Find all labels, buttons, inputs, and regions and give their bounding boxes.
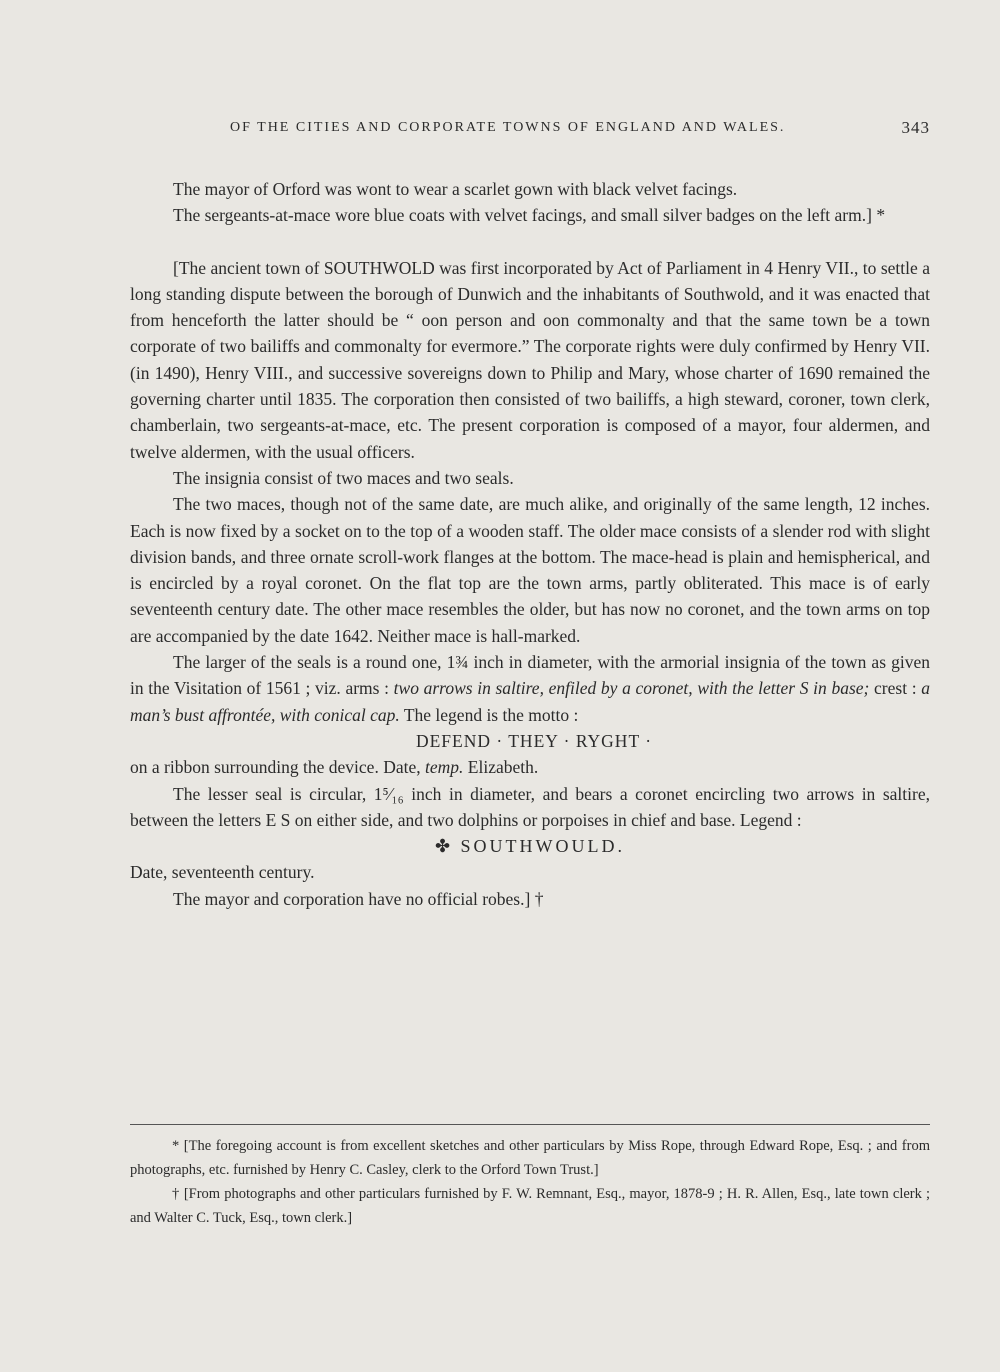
paragraph-larger-seal: The larger of the seals is a round one, 1¾ inch in diameter, with the armorial insignia of the town as given in the Visitation of 1561 ; viz. arms : two arrows in saltire, enfiled by a coronet, with the letter S in base; crest : a man’s bust affrontée, with conical cap. The legend is the motto : [130, 652, 930, 725]
crest-description: a man’s bust affrontée, with conical cap. [130, 678, 930, 725]
paragraph-date: Date, seventeenth century. [130, 862, 315, 883]
footnotes [130, 1134, 930, 1230]
seal-legend: ✤ SOUTHWOULD. [434, 836, 626, 857]
footnote-2: † [From photographs and other particulars furnished by F. W. Remnant, Esq., mayor, 1878-9 ; H. R. Allen, Esq., late town clerk ; and Walter C. Tuck, Esq., town clerk.] [130, 1186, 930, 1226]
motto: DEFEND · THEY · RYGHT · [415, 730, 653, 751]
main-text [130, 176, 930, 912]
paragraph-orford-mayor: The mayor of Orford was wont to wear a scarlet gown with black velvet facings. [173, 179, 738, 199]
footnote-1: * [The foregoing account is from excellent sketches and other particulars by Miss Rope, through Edward Rope, Esq. ; and from photographs, etc. furnished by Henry C. Casley, clerk to the Orford Town Trust.] [130, 1138, 930, 1178]
arms-description: two arrows in saltire, enfiled by a coronet, with the letter S in base; [393, 678, 870, 699]
paragraph-robes: The mayor and corporation have no official robes.] † [173, 888, 544, 909]
paragraph-orford-sergeants: The sergeants-at-mace wore blue coats with velvet facings, and small silver badges on the left arm.] * [173, 205, 886, 226]
paragraph-maces: The two maces, though not of the same date, are much alike, and originally of the same length, 12 inches. Each is now fixed by a socket on to the top of a wooden staff. The older mace consists of a slender rod with slight division bands, and three ornate scroll-work flanges at the bottom. The mace-head is plain and hemispherical, and is encircled by a royal coronet. On the flat top are the town arms, partly obliterated. This mace is of early seventeenth century date. The other mace resembles the older, but has now no coronet, and the town arms on top are accompanied by the date 1642. Neither mace is hall-marked. [130, 494, 930, 646]
footnote-divider [130, 1124, 930, 1125]
paragraph-ribbon: on a ribbon surrounding the device. Date, temp. Elizabeth. [130, 757, 539, 778]
running-title: OF THE CITIES AND CORPORATE TOWNS OF ENGLAND AND WALES. [230, 120, 786, 135]
page-number: 343 [901, 118, 930, 137]
paragraph-southwold-history: [The ancient town of SOUTHWOLD was first incorporated by Act of Parliament in 4 Henry VII., to settle a long standing dispute between the borough of Dunwich and the inhabitants of Southwold, and it was enacted that from henceforth the latter should be “ oon person and oon commonalty and that the same town be a town corporate of two bailiffs and commonalty for evermore.” The corporate rights were duly confirmed by Henry VII. (in 1490), Henry VIII., and successive sovereigns down to Philip and Mary, whose charter of 1690 remained the governing charter until 1835. The corporation then consisted of two bailiffs, a high steward, coroner, town clerk, chamberlain, two sergeants-at-mace, etc. The present corporation is composed of a mayor, four aldermen, and twelve aldermen, with the usual officers. [130, 257, 930, 462]
paragraph-insignia: The insignia consist of two maces and two seals. [173, 467, 514, 488]
paragraph-lesser-seal: The lesser seal is circular, 1⁵⁄₁₆ inch in diameter, and bears a coronet encircling two arrows in saltire, between the letters E S on either side, and two dolphins or porpoises in chief and base. Legend : [130, 783, 930, 830]
